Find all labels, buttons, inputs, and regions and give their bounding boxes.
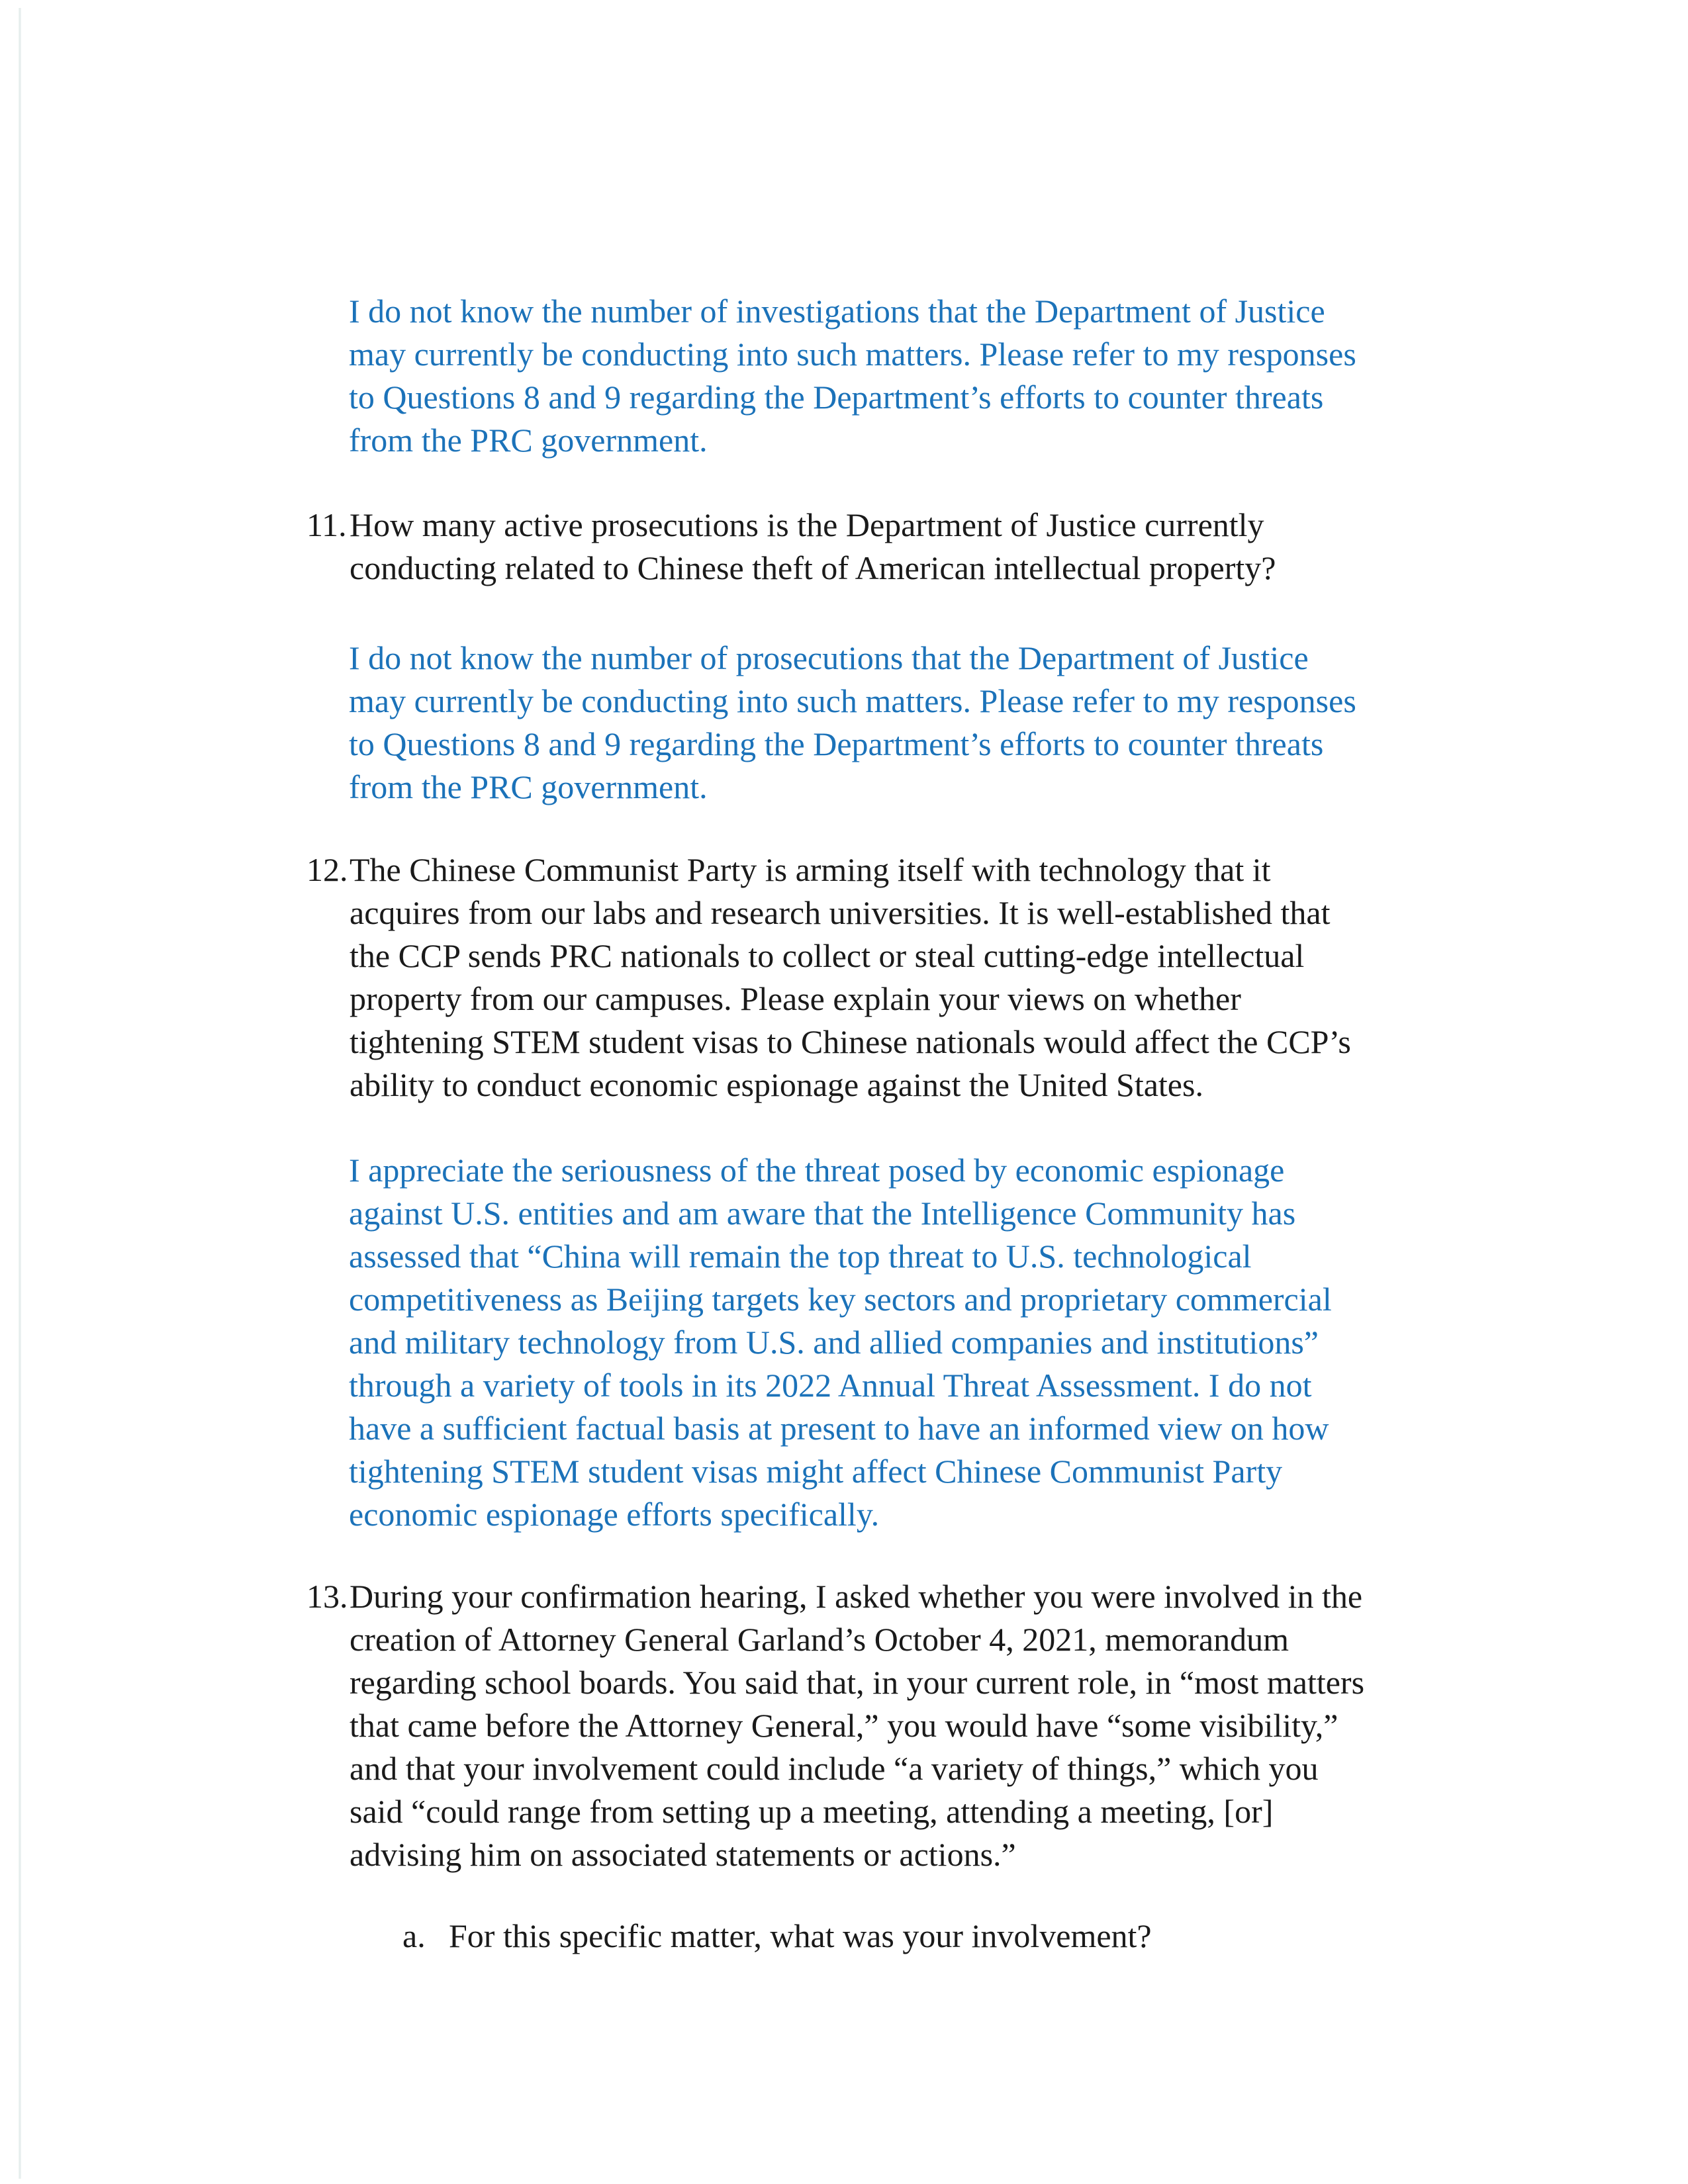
- answer-line: I do not know the number of prosecutions that the Department of Justice: [349, 639, 1309, 676]
- question-line: creation of Attorney General Garland’s October 4, 2021, memorandum: [350, 1621, 1289, 1658]
- question-number: 12.: [306, 851, 348, 888]
- answer-line: competitiveness as Beijing targets key sectors and proprietary commercial: [349, 1281, 1332, 1318]
- answer-line: to Questions 8 and 9 regarding the Department’s efforts to counter threats: [349, 725, 1324, 762]
- answer-line: economic espionage efforts specifically.: [349, 1496, 880, 1533]
- question-number: 13.: [306, 1578, 348, 1615]
- question-line: the CCP sends PRC nationals to collect or steal cutting-edge intellectual: [350, 937, 1305, 974]
- question-text: [350, 504, 1531, 590]
- question-line: During your confirmation hearing, I asked whether you were involved in the: [350, 1578, 1363, 1615]
- question-line: said “could range from setting up a meeting, attending a meeting, [or]: [350, 1793, 1274, 1830]
- question-line: The Chinese Communist Party is arming itself with technology that it: [350, 851, 1271, 888]
- answer-line: tightening STEM student visas might affect Chinese Communist Party: [349, 1453, 1283, 1490]
- answer-line: may currently be conducting into such matters. Please refer to my responses: [349, 336, 1356, 373]
- question-text: [350, 848, 1531, 1107]
- question-line: tightening STEM student visas to Chinese nationals would affect the CCP’s: [350, 1023, 1351, 1060]
- question-text: [350, 1575, 1531, 1876]
- question-line: that came before the Attorney General,” you would have “some visibility,”: [350, 1707, 1338, 1744]
- subitem-letter: a.: [402, 1917, 426, 1954]
- question-13-subitem-a: [402, 1915, 1528, 1958]
- question-line: How many active prosecutions is the Department of Justice currently: [350, 506, 1264, 543]
- question-11: [306, 504, 1531, 590]
- question-line: regarding school boards. You said that, in your current role, in “most matters: [350, 1664, 1365, 1701]
- answer-line: from the PRC government.: [349, 768, 708, 805]
- question-line: property from our campuses. Please explain your views on whether: [350, 980, 1241, 1017]
- answer-line: I do not know the number of investigations that the Department of Justice: [349, 293, 1325, 330]
- answer-line: to Questions 8 and 9 regarding the Department’s efforts to counter threats: [349, 379, 1324, 416]
- question-line: acquires from our labs and research universities. It is well-established that: [350, 894, 1331, 931]
- subitem-text: For this specific matter, what was your involvement?: [449, 1917, 1152, 1954]
- question-line: and that your involvement could include “a variety of things,” which you: [350, 1750, 1319, 1787]
- answer-q10: [349, 290, 1514, 462]
- answer-line: assessed that “China will remain the top threat to U.S. technological: [349, 1238, 1252, 1275]
- answer-line: I appreciate the seriousness of the threat posed by economic espionage: [349, 1152, 1285, 1189]
- answer-line: through a variety of tools in its 2022 Annual Threat Assessment. I do not: [349, 1367, 1312, 1404]
- question-line: advising him on associated statements or actions.”: [350, 1836, 1016, 1873]
- answer-line: against U.S. entities and am aware that the Intelligence Community has: [349, 1195, 1296, 1232]
- question-13: [306, 1575, 1531, 1876]
- question-line: conducting related to Chinese theft of American intellectual property?: [350, 549, 1276, 586]
- answer-q11: [349, 637, 1514, 809]
- answer-q12: [349, 1149, 1514, 1536]
- scan-edge-artifact: [19, 8, 21, 2179]
- answer-line: from the PRC government.: [349, 422, 708, 459]
- answer-line: and military technology from U.S. and allied companies and institutions”: [349, 1324, 1319, 1361]
- question-number: 11.: [306, 506, 347, 543]
- question-line: ability to conduct economic espionage against the United States.: [350, 1066, 1203, 1103]
- question-12: [306, 848, 1531, 1107]
- answer-line: may currently be conducting into such matters. Please refer to my responses: [349, 682, 1356, 719]
- answer-line: have a sufficient factual basis at present to have an informed view on how: [349, 1410, 1329, 1447]
